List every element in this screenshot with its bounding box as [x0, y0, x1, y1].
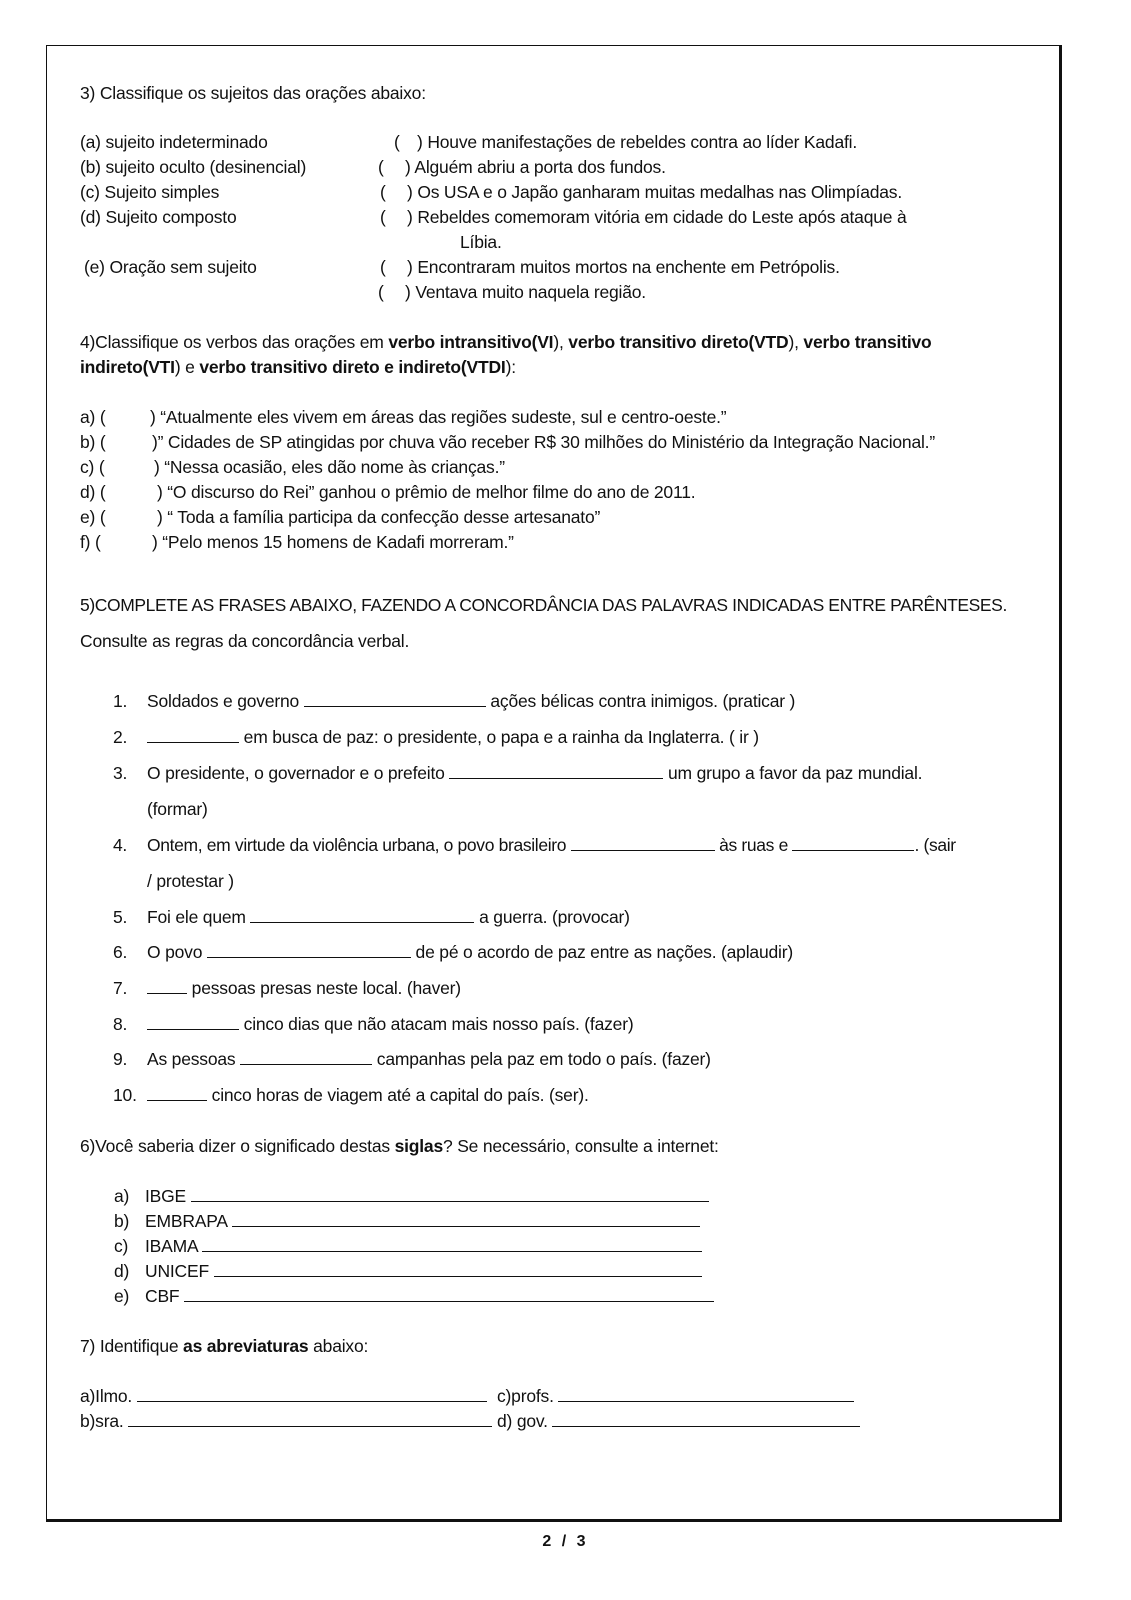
question-3-title: 3) Classifique os sujeitos das orações abaixo:	[80, 83, 426, 103]
answer-blank[interactable]	[552, 1412, 860, 1427]
question-4-title: 4)Classifique os verbos das orações em verbo intransitivo(VI), verbo transitivo direto(VTD), verbo transitivo	[80, 332, 932, 352]
q5-item-4: 4. Ontem, em virtude da violência urbana, o povo brasileiro às ruas e . (sair	[113, 835, 956, 855]
q3-answer-blank-3[interactable]: (	[380, 182, 386, 202]
q3-sentence-1: ) Houve manifestações de rebeldes contra ao líder Kadafi.	[417, 132, 857, 152]
q4-item-text: ) “O discurso do Rei” ganhou o prêmio de melhor filme do ano de 2011.	[157, 482, 696, 502]
q6-item-cbf: e) CBF	[114, 1285, 714, 1307]
answer-blank[interactable]	[232, 1212, 700, 1227]
q3-sentence-2: ) Alguém abriu a porta dos fundos.	[405, 157, 666, 177]
q5-item-10: 10. cinco horas de viagem até a capital do país. (ser).	[113, 1085, 589, 1105]
q7-item-ilmo: a)Ilmo.	[80, 1385, 487, 1407]
answer-blank[interactable]	[184, 1287, 714, 1302]
q6-item-ibama: c) IBAMA	[114, 1235, 702, 1257]
answer-blank[interactable]	[128, 1412, 492, 1427]
q3-option-b: (b) sujeito oculto (desinencial)	[80, 157, 307, 177]
answer-blank[interactable]	[558, 1387, 854, 1402]
q5-item-2: 2. em busca de paz: o presidente, o papa e a rainha da Inglaterra. ( ir )	[113, 727, 759, 747]
q3-option-c: (c) Sujeito simples	[80, 182, 220, 202]
answer-blank[interactable]	[137, 1387, 487, 1402]
q5-item-3: 3. O presidente, o governador e o prefeito um grupo a favor da paz mundial.	[113, 763, 923, 783]
answer-blank[interactable]	[147, 979, 187, 994]
q6-item-unicef: d) UNICEF	[114, 1260, 702, 1282]
q5-item-5: 5. Foi ele quem a guerra. (provocar)	[113, 907, 630, 927]
q4-item-label[interactable]: f) (	[80, 532, 101, 552]
q4-item-label[interactable]: b) (	[80, 432, 106, 452]
q4-item-label[interactable]: a) (	[80, 407, 106, 427]
answer-blank[interactable]	[571, 836, 715, 851]
q3-sentence-4-continued: Líbia.	[460, 232, 502, 252]
answer-blank[interactable]	[191, 1187, 709, 1202]
q5-item-7: 7. pessoas presas neste local. (haver)	[113, 978, 461, 998]
q7-item-sra: b)sra.	[80, 1410, 492, 1432]
answer-blank[interactable]	[147, 728, 239, 743]
q3-option-a: (a) sujeito indeterminado	[80, 132, 268, 152]
q3-answer-blank-2[interactable]: (	[378, 157, 384, 177]
q3-answer-blank-4[interactable]: (	[380, 207, 386, 227]
q3-answer-blank-5[interactable]: (	[380, 257, 386, 277]
answer-blank[interactable]	[202, 1237, 702, 1252]
answer-blank[interactable]	[240, 1050, 372, 1065]
q5-item-3-continued: (formar)	[147, 799, 208, 819]
answer-blank[interactable]	[214, 1262, 702, 1277]
q3-sentence-6: ) Ventava muito naquela região.	[405, 282, 646, 302]
question-4-title-continued: indireto(VTI) e verbo transitivo direto e indireto(VTDI):	[80, 357, 516, 377]
question-5-title: 5)COMPLETE AS FRASES ABAIXO, FAZENDO A CONCORDÂNCIA DAS PALAVRAS INDICADAS ENTRE PARÊNTESES.	[80, 595, 1007, 615]
q3-option-e: (e) Oração sem sujeito	[84, 257, 257, 277]
q4-item-label[interactable]: d) (	[80, 482, 106, 502]
q4-item-label[interactable]: c) (	[80, 457, 105, 477]
q5-item-9: 9. As pessoas campanhas pela paz em todo o país. (fazer)	[113, 1049, 711, 1069]
page-number: 2 / 3	[542, 1533, 589, 1550]
q4-item-text: )” Cidades de SP atingidas por chuva vão receber R$ 30 milhões do Ministério da Integração Nacional.”	[152, 432, 935, 452]
question-5-subtitle: Consulte as regras da concordância verbal.	[80, 631, 410, 651]
q5-item-4-continued: / protestar )	[147, 871, 234, 891]
q4-item-text: ) “Pelo menos 15 homens de Kadafi morreram.”	[152, 532, 514, 552]
q3-answer-blank-6[interactable]: (	[378, 282, 384, 302]
q4-item-text: ) “Atualmente eles vivem em áreas das regiões sudeste, sul e centro-oeste.”	[150, 407, 727, 427]
question-7-title: 7) Identifique as abreviaturas abaixo:	[80, 1336, 369, 1356]
q3-sentence-5: ) Encontraram muitos mortos na enchente em Petrópolis.	[407, 257, 840, 277]
q3-sentence-3: ) Os USA e o Japão ganharam muitas medalhas nas Olimpíadas.	[407, 182, 903, 202]
q4-item-text: ) “Nessa ocasião, eles dão nome às crianças.”	[154, 457, 505, 477]
q7-item-gov: d) gov.	[497, 1410, 860, 1432]
q3-answer-blank-1[interactable]: (	[394, 132, 400, 152]
q5-item-8: 8. cinco dias que não atacam mais nosso país. (fazer)	[113, 1014, 634, 1034]
answer-blank[interactable]	[147, 1086, 207, 1101]
q4-item-text: ) “ Toda a família participa da confecção desse artesanato”	[157, 507, 601, 527]
answer-blank[interactable]	[147, 1015, 239, 1030]
q7-item-profs: c)profs.	[497, 1385, 854, 1407]
q3-sentence-4: ) Rebeldes comemoram vitória em cidade do Leste após ataque à	[407, 207, 907, 227]
answer-blank[interactable]	[449, 764, 663, 779]
q5-item-1: 1. Soldados e governo ações bélicas contra inimigos. (praticar )	[113, 691, 796, 711]
answer-blank[interactable]	[207, 943, 411, 958]
question-6-title: 6)Você saberia dizer o significado destas siglas? Se necessário, consulte a internet:	[80, 1136, 719, 1156]
q6-item-embrapa: b) EMBRAPA	[114, 1210, 700, 1232]
q4-item-label[interactable]: e) (	[80, 507, 106, 527]
q5-item-6: 6. O povo de pé o acordo de paz entre as nações. (aplaudir)	[113, 942, 793, 962]
q3-option-d: (d) Sujeito composto	[80, 207, 237, 227]
answer-blank[interactable]	[792, 836, 914, 851]
answer-blank[interactable]	[304, 692, 486, 707]
answer-blank[interactable]	[250, 908, 474, 923]
q6-item-ibge: a) IBGE	[114, 1185, 709, 1207]
